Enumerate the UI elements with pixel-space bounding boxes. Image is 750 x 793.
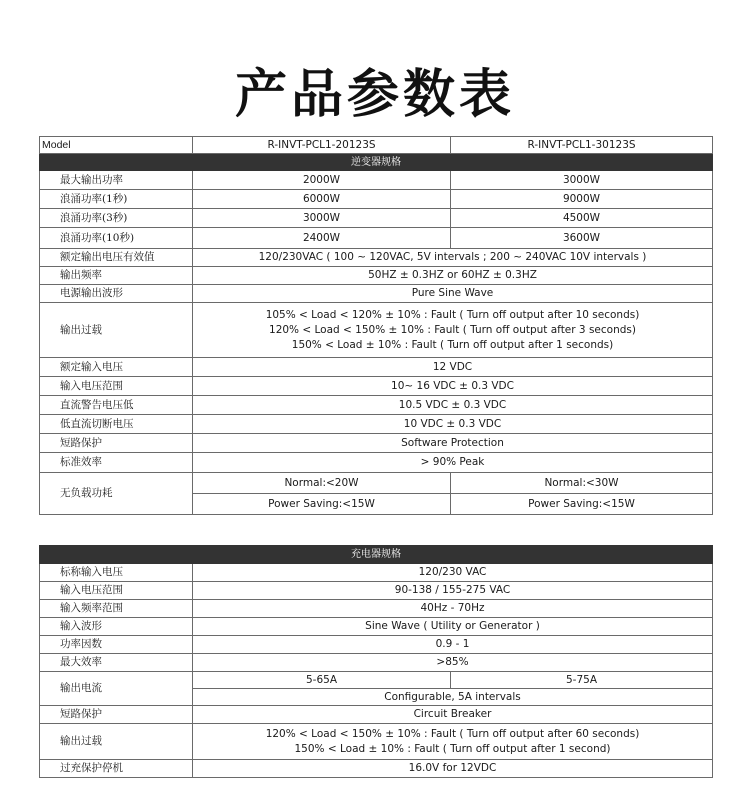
- spec-label: 输出过载: [40, 724, 193, 760]
- spec-value-multiline: [193, 303, 713, 358]
- spec-row: [40, 453, 713, 473]
- spec-row: [40, 600, 713, 618]
- page-title: 产品参数表: [234, 65, 515, 125]
- spec-row: [40, 672, 713, 689]
- spec-row: [40, 303, 713, 358]
- spec-value: Circuit Breaker: [193, 706, 713, 724]
- spec-label: 最大输出功率: [40, 171, 193, 190]
- spec-row: [40, 706, 713, 724]
- spec-row: [40, 582, 713, 600]
- spec-label: 标准效率: [40, 453, 193, 473]
- section-header: 逆变器规格: [40, 154, 713, 171]
- spec-value: 4500W: [451, 209, 713, 228]
- section-header: 充电器规格: [40, 546, 713, 564]
- spec-value: 3600W: [451, 228, 713, 249]
- spec-label: 输出频率: [40, 267, 193, 285]
- spec-row: [40, 396, 713, 415]
- spec-value: Power Saving:<15W: [451, 494, 713, 515]
- spec-value: 5-65A: [193, 672, 451, 689]
- spec-value: Software Protection: [193, 434, 713, 453]
- spec-row: [40, 618, 713, 636]
- spec-row: [40, 473, 713, 494]
- spec-row: [40, 377, 713, 396]
- spec-value: 10 VDC ± 0.3 VDC: [193, 415, 713, 434]
- spec-value: Pure Sine Wave: [193, 285, 713, 303]
- spec-value: 90-138 / 155-275 VAC: [193, 582, 713, 600]
- overload-line: 105% < Load < 120% ± 10% : Fault ( Turn off output after 10 seconds): [265, 308, 640, 321]
- spec-label: 输出过载: [40, 303, 193, 358]
- spec-value: 10.5 VDC ± 0.3 VDC: [193, 396, 713, 415]
- spec-value: Power Saving:<15W: [193, 494, 451, 515]
- inverter-spec-table: [39, 136, 713, 515]
- charger-spec-table: [39, 545, 713, 778]
- spec-value: 120/230 VAC: [193, 564, 713, 582]
- overload-line: 120% < Load < 150% ± 10% : Fault ( Turn off output after 3 seconds): [269, 323, 636, 336]
- spec-row: [40, 654, 713, 672]
- spec-value: 16.0V for 12VDC: [193, 760, 713, 778]
- spec-row: [40, 564, 713, 582]
- spec-value-multiline: [193, 724, 713, 760]
- spec-value: Normal:<30W: [451, 473, 713, 494]
- spec-label: 短路保护: [40, 706, 193, 724]
- spec-value: 9000W: [451, 190, 713, 209]
- spec-row: [40, 228, 713, 249]
- spec-row: [40, 760, 713, 778]
- spec-row: [40, 285, 713, 303]
- spec-value: 12 VDC: [193, 358, 713, 377]
- spec-row: [40, 249, 713, 267]
- spec-label: 额定输出电压有效值: [40, 249, 193, 267]
- model-label: Model: [40, 137, 193, 154]
- spec-label: 功率因数: [40, 636, 193, 654]
- section-header-row: [40, 546, 713, 564]
- spec-row: [40, 636, 713, 654]
- spec-label: 过充保护停机: [40, 760, 193, 778]
- spec-value: 50HZ ± 0.3HZ or 60HZ ± 0.3HZ: [193, 267, 713, 285]
- spec-label: 输出电流: [40, 672, 193, 706]
- spec-label: 浪涌功率(1秒): [40, 190, 193, 209]
- spec-label: 短路保护: [40, 434, 193, 453]
- spec-row: [40, 724, 713, 760]
- spec-row: [40, 209, 713, 228]
- spec-row: [40, 267, 713, 285]
- spec-label: 标称输入电压: [40, 564, 193, 582]
- spec-value: 2000W: [193, 171, 451, 190]
- spec-value: Configurable, 5A intervals: [193, 689, 713, 706]
- spec-value: 5-75A: [451, 672, 713, 689]
- spec-label: 无负载功耗: [40, 473, 193, 515]
- spec-row: [40, 190, 713, 209]
- model-name: R-INVT-PCL1-30123S: [451, 137, 713, 154]
- spec-row: [40, 415, 713, 434]
- spec-value: Normal:<20W: [193, 473, 451, 494]
- overload-line: 150% < Load ± 10% : Fault ( Turn off output after 1 second): [294, 742, 611, 755]
- spec-label: 浪涌功率(10秒): [40, 228, 193, 249]
- spec-value: 3000W: [193, 209, 451, 228]
- spec-label: 输入电压范围: [40, 377, 193, 396]
- spec-label: 输入频率范围: [40, 600, 193, 618]
- model-name: R-INVT-PCL1-20123S: [193, 137, 451, 154]
- spec-label: 输入波形: [40, 618, 193, 636]
- model-row: [40, 137, 713, 154]
- spec-label: 额定输入电压: [40, 358, 193, 377]
- spec-value: 3000W: [451, 171, 713, 190]
- spec-label: 最大效率: [40, 654, 193, 672]
- spec-row: [40, 171, 713, 190]
- spec-value: >85%: [193, 654, 713, 672]
- spec-value: 2400W: [193, 228, 451, 249]
- spec-label: 直流警告电压低: [40, 396, 193, 415]
- spec-label: 浪涌功率(3秒): [40, 209, 193, 228]
- spec-row: [40, 434, 713, 453]
- overload-line: 120% < Load < 150% ± 10% : Fault ( Turn off output after 60 seconds): [265, 727, 640, 740]
- spec-value: > 90% Peak: [193, 453, 713, 473]
- spec-row: [40, 358, 713, 377]
- spec-value: Sine Wave ( Utility or Generator ): [193, 618, 713, 636]
- spec-value: 120/230VAC ( 100 ~ 120VAC, 5V intervals ; 200 ~ 240VAC 10V intervals ): [193, 249, 713, 267]
- spec-label: 低直流切断电压: [40, 415, 193, 434]
- spec-value: 0.9 - 1: [193, 636, 713, 654]
- spec-value: 10~ 16 VDC ± 0.3 VDC: [193, 377, 713, 396]
- spec-label: 电源输出波形: [40, 285, 193, 303]
- section-header-row: [40, 154, 713, 171]
- spec-value: 6000W: [193, 190, 451, 209]
- spec-label: 输入电压范围: [40, 582, 193, 600]
- spec-value: 40Hz - 70Hz: [193, 600, 713, 618]
- overload-line: 150% < Load ± 10% : Fault ( Turn off output after 1 seconds): [291, 338, 614, 351]
